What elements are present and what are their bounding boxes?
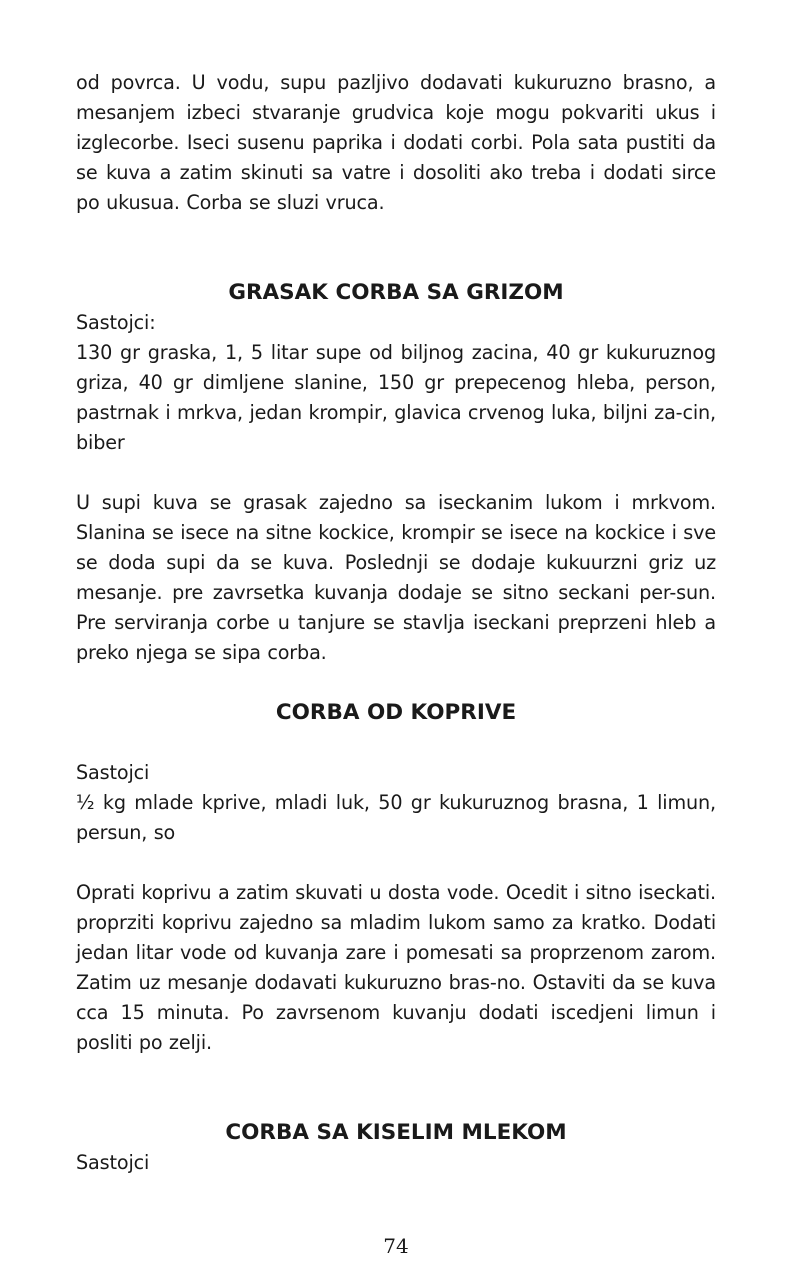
- ingredients-label: Sastojci:: [76, 311, 156, 334]
- recipe-title-koprive: CORBA OD KOPRIVE: [275, 700, 517, 725]
- spacer: [76, 248, 716, 278]
- page-number: 74: [383, 1234, 409, 1258]
- spacer: [76, 668, 716, 698]
- spacer: [76, 728, 716, 758]
- instructions-paragraph: U supi kuva se grasak zajedno sa iseckanim lukom i mrkvom. Slanina se isece na sitne kockice, krompir se isece na kockice i sve se doda supi da se kuva. Poslednji se dodaje kukuurzni griz uz mesanje. pre zavrsetka kuvanja dodaje se sitno seckani per-sun. Pre serviranja corbe u tanjure se stavlja iseckani preprzeni hleb a preko njega se sipa corba.: [76, 491, 716, 664]
- spacer: [76, 1088, 716, 1118]
- recipe-title-kiselo-mleko: CORBA SA KISELIM MLEKOM: [225, 1120, 567, 1145]
- page-content: [76, 68, 716, 1178]
- instructions-paragraph: Oprati koprivu a zatim skuvati u dosta vode. Ocedit i sitno iseckati. proprziti koprivu zajedno sa mladim lukom samo za kratko. Dodati jedan litar vode od kuvanja zare i pomesati sa proprzenom zarom. Zatim uz mesanje dodavati kukuruzno bras-no. Ostaviti da se kuva cca 15 minuta. Po zavrsenom kuvanju dodati iscedjeni limun i posliti po zelji.: [76, 881, 716, 1054]
- ingredients-list: ½ kg mlade kprive, mladi luk, 50 gr kukuruznog brasna, 1 limun, persun, so: [76, 791, 716, 844]
- spacer: [76, 218, 716, 248]
- spacer: [76, 458, 716, 488]
- ingredients-label: Sastojci: [76, 1151, 150, 1174]
- intro-paragraph: od povrca. U vodu, supu pazljivo dodavati kukuruzno brasno, a mesanjem izbeci stvaranje grudvica koje mogu pokvariti ukus i izglecorbe. Iseci susenu paprika i dodati corbi. Pola sata pustiti da se kuva a zatim skinuti sa vatre i dosoliti ako treba i dodati sirce po ukusua. Corba se sluzi vruca.: [76, 71, 716, 214]
- recipe-title-grasak: GRASAK CORBA SA GRIZOM: [228, 280, 564, 305]
- ingredients-label: Sastojci: [76, 761, 150, 784]
- spacer: [76, 1058, 716, 1088]
- ingredients-list: 130 gr graska, 1, 5 litar supe od biljnog zacina, 40 gr kukuruznog griza, 40 gr dimljene slanine, 150 gr prepecenog hleba, person, pastrnak i mrkva, jedan krompir, glavica crvenog luka, biljni za-cin, biber: [76, 341, 716, 454]
- spacer: [76, 848, 716, 878]
